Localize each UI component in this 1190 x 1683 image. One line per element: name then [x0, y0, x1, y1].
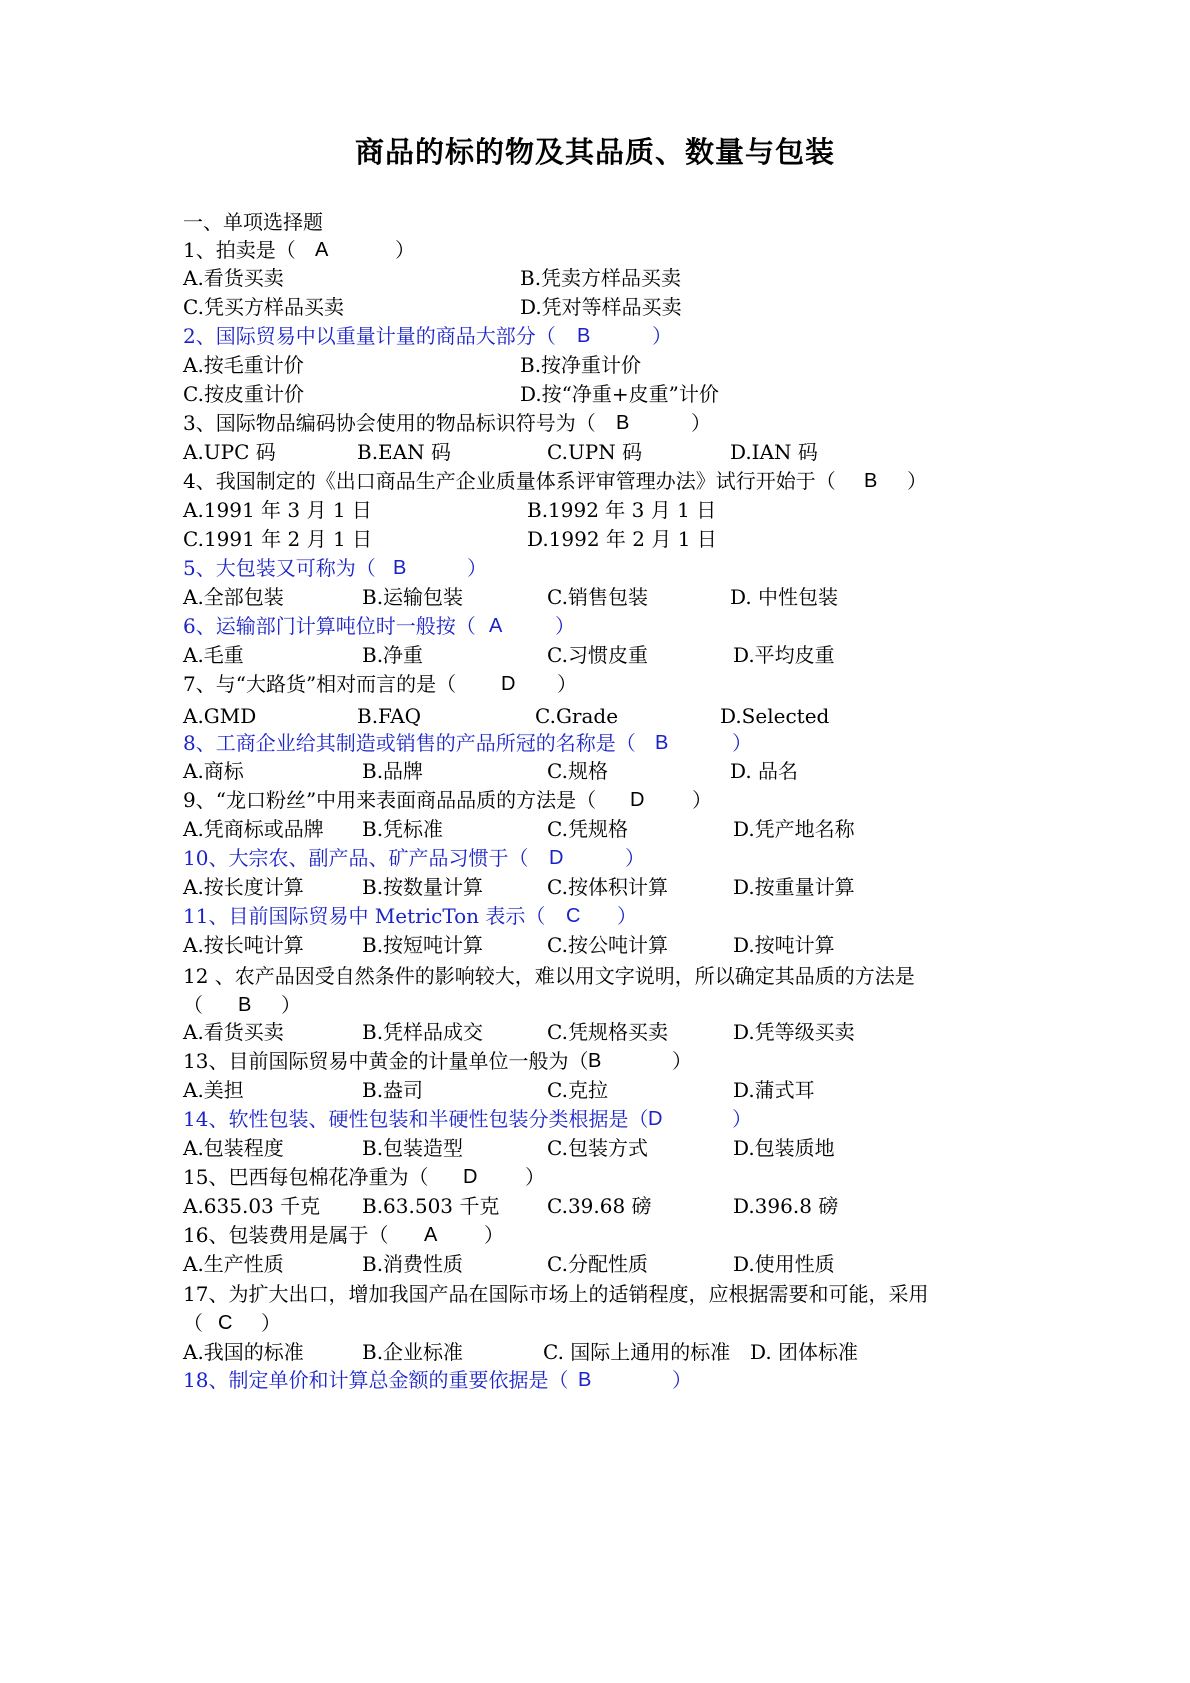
- question-stem: 15、巴西每包棉花净重为（: [183, 1165, 429, 1189]
- answer-letter: B: [238, 994, 252, 1016]
- answer-option: A.全部包装: [183, 585, 284, 609]
- question-stem: 7、与“大路货”相对而言的是（: [183, 672, 457, 696]
- closing-paren: ）: [467, 556, 487, 580]
- closing-paren: ）: [732, 731, 752, 755]
- question-stem: 9、“龙口粉丝”中用来表面商品品质的方法是（: [183, 788, 597, 812]
- answer-letter: D: [549, 847, 564, 869]
- answer-option: B.凭标准: [362, 817, 444, 841]
- answer-option: A.1991 年 3 月 1 日: [183, 498, 372, 522]
- answer-option: C.按皮重计价: [183, 382, 304, 406]
- closing-paren: ）: [555, 614, 575, 638]
- answer-option: A.按长吨计算: [183, 933, 304, 957]
- closing-paren: ）: [617, 904, 637, 928]
- answer-option: C.凭规格: [547, 817, 628, 841]
- answer-option: A.生产性质: [183, 1252, 284, 1276]
- closing-paren: ）: [484, 1223, 504, 1247]
- answer-option: C.按公吨计算: [547, 933, 668, 957]
- answer-letter: A: [424, 1224, 438, 1246]
- answer-option: B.企业标准: [362, 1340, 464, 1364]
- answer-option: A.UPC 码: [183, 440, 276, 464]
- answer-option: A.看货买卖: [183, 266, 284, 290]
- section-heading: 一、单项选择题: [183, 210, 323, 234]
- answer-option: B.品牌: [362, 759, 424, 783]
- closing-paren: ）: [692, 788, 712, 812]
- answer-option: B.运输包装: [362, 585, 464, 609]
- answer-letter: B: [578, 1369, 592, 1391]
- answer-option: D.1992 年 2 月 1 日: [527, 527, 717, 551]
- question-stem: 13、目前国际贸易中黄金的计量单位一般为（: [183, 1049, 589, 1073]
- closing-paren: ）: [672, 1368, 692, 1392]
- answer-option: B.凭样品成交: [362, 1020, 484, 1044]
- question-stem: 12 、农产品因受自然条件的影响较大，难以用文字说明，所以确定其品质的方法是: [183, 964, 915, 988]
- answer-option: B.净重: [362, 643, 424, 667]
- answer-option: D.Selected: [720, 704, 830, 728]
- question-stem: 16、包装费用是属于（: [183, 1223, 389, 1247]
- answer-option: C.习惯皮重: [547, 643, 648, 667]
- answer-letter: B: [577, 325, 591, 347]
- answer-option: A.我国的标准: [183, 1340, 304, 1364]
- answer-option: C.包装方式: [547, 1136, 648, 1160]
- answer-option: C.销售包装: [547, 585, 648, 609]
- answer-letter: C: [566, 905, 581, 927]
- answer-letter: B: [588, 1050, 602, 1072]
- answer-option: B.EAN 码: [357, 440, 451, 464]
- answer-option: B.凭卖方样品买卖: [520, 266, 682, 290]
- question-stem: 11、目前国际贸易中 MetricTon 表示（: [183, 904, 546, 928]
- answer-option: A.美担: [183, 1078, 244, 1102]
- closing-paren: ）: [625, 846, 645, 870]
- question-stem: 3、国际物品编码协会使用的物品标识符号为（: [183, 411, 596, 435]
- answer-option: A.凭商标或品牌: [183, 817, 324, 841]
- answer-option: C.规格: [547, 759, 608, 783]
- answer-option: A.按长度计算: [183, 875, 304, 899]
- answer-option: C.克拉: [547, 1078, 608, 1102]
- answer-option: B.盎司: [362, 1078, 424, 1102]
- answer-option: B.63.503 千克: [362, 1194, 500, 1218]
- answer-letter: D: [648, 1108, 663, 1130]
- answer-option: D.凭对等样品买卖: [520, 295, 682, 319]
- question-stem: 18、制定单价和计算总金额的重要依据是（: [183, 1368, 569, 1392]
- answer-option: A.看货买卖: [183, 1020, 284, 1044]
- answer-option: A.包装程度: [183, 1136, 284, 1160]
- answer-letter: B: [655, 732, 669, 754]
- question-stem: 5、大包装又可称为（: [183, 556, 376, 580]
- answer-option: B.消费性质: [362, 1252, 464, 1276]
- answer-option: B.包装造型: [362, 1136, 464, 1160]
- question-stem: 1、拍卖是（: [183, 238, 296, 262]
- answer-option: D.按重量计算: [733, 875, 855, 899]
- answer-option: D.按“净重+皮重”计价: [520, 382, 719, 406]
- answer-letter: C: [218, 1312, 233, 1334]
- answer-option: B.按净重计价: [520, 353, 642, 377]
- question-stem: 10、大宗农、副产品、矿产品习惯于（: [183, 846, 529, 870]
- answer-option: C.凭买方样品买卖: [183, 295, 344, 319]
- closing-paren: ）: [732, 1107, 752, 1131]
- answer-option: D.蒲式耳: [733, 1078, 815, 1102]
- answer-letter: A: [315, 239, 329, 261]
- closing-paren: ）: [281, 993, 301, 1017]
- closing-paren: ）: [557, 672, 577, 696]
- question-stem: 2、国际贸易中以重量计量的商品大部分（: [183, 324, 556, 348]
- answer-option: C.1991 年 2 月 1 日: [183, 527, 373, 551]
- answer-option: D.包装质地: [733, 1136, 835, 1160]
- closing-paren: ）: [691, 411, 711, 435]
- answer-letter: B: [864, 470, 878, 492]
- answer-option: D.396.8 磅: [733, 1194, 839, 1218]
- closing-paren: ）: [395, 238, 415, 262]
- question-stem-continued: （: [183, 993, 203, 1017]
- answer-option: D.平均皮重: [733, 643, 835, 667]
- closing-paren: ）: [907, 469, 927, 493]
- question-stem: 14、软性包装、硬性包装和半硬性包装分类根据是（: [183, 1107, 649, 1131]
- answer-letter: B: [616, 412, 630, 434]
- answer-option: D. 中性包装: [730, 585, 839, 609]
- answer-letter: D: [463, 1166, 478, 1188]
- answer-option: A.毛重: [183, 643, 244, 667]
- answer-option: B.按数量计算: [362, 875, 484, 899]
- answer-option: D. 品名: [730, 759, 799, 783]
- answer-option: C.凭规格买卖: [547, 1020, 668, 1044]
- answer-option: D.凭等级买卖: [733, 1020, 855, 1044]
- answer-letter: B: [393, 557, 407, 579]
- closing-paren: ）: [672, 1049, 692, 1073]
- answer-option: D.按吨计算: [733, 933, 835, 957]
- question-stem: 6、运输部门计算吨位时一般按（: [183, 614, 476, 638]
- answer-option: A.按毛重计价: [183, 353, 304, 377]
- answer-option: C. 国际上通用的标准: [543, 1340, 731, 1364]
- answer-letter: D: [630, 789, 645, 811]
- question-stem: 17、为扩大出口，增加我国产品在国际市场上的适销程度，应根据需要和可能，采用: [183, 1282, 929, 1306]
- answer-option: C.Grade: [535, 704, 619, 728]
- answer-option: B.按短吨计算: [362, 933, 484, 957]
- answer-option: B.FAQ: [357, 704, 422, 728]
- answer-option: A.GMD: [183, 704, 257, 728]
- answer-option: A.635.03 千克: [183, 1194, 321, 1218]
- answer-letter: A: [489, 615, 503, 637]
- page-title: 商品的标的物及其品质、数量与包装: [354, 135, 835, 169]
- answer-option: B.1992 年 3 月 1 日: [527, 498, 717, 522]
- answer-option: C.39.68 磅: [547, 1194, 652, 1218]
- answer-option: D. 团体标准: [750, 1340, 859, 1364]
- answer-option: C.UPN 码: [547, 440, 643, 464]
- answer-option: C.按体积计算: [547, 875, 668, 899]
- closing-paren: ）: [652, 324, 672, 348]
- answer-option: A.商标: [183, 759, 244, 783]
- answer-option: D.使用性质: [733, 1252, 835, 1276]
- closing-paren: ）: [525, 1165, 545, 1189]
- question-stem-continued: （: [183, 1311, 203, 1335]
- answer-option: C.分配性质: [547, 1252, 648, 1276]
- answer-option: D.IAN 码: [730, 440, 818, 464]
- answer-option: D.凭产地名称: [733, 817, 855, 841]
- answer-letter: D: [501, 673, 516, 695]
- question-stem: 8、工商企业给其制造或销售的产品所冠的名称是（: [183, 731, 636, 755]
- closing-paren: ）: [261, 1311, 281, 1335]
- question-stem: 4、我国制定的《出口商品生产企业质量体系评审管理办法》试行开始于（: [183, 469, 836, 493]
